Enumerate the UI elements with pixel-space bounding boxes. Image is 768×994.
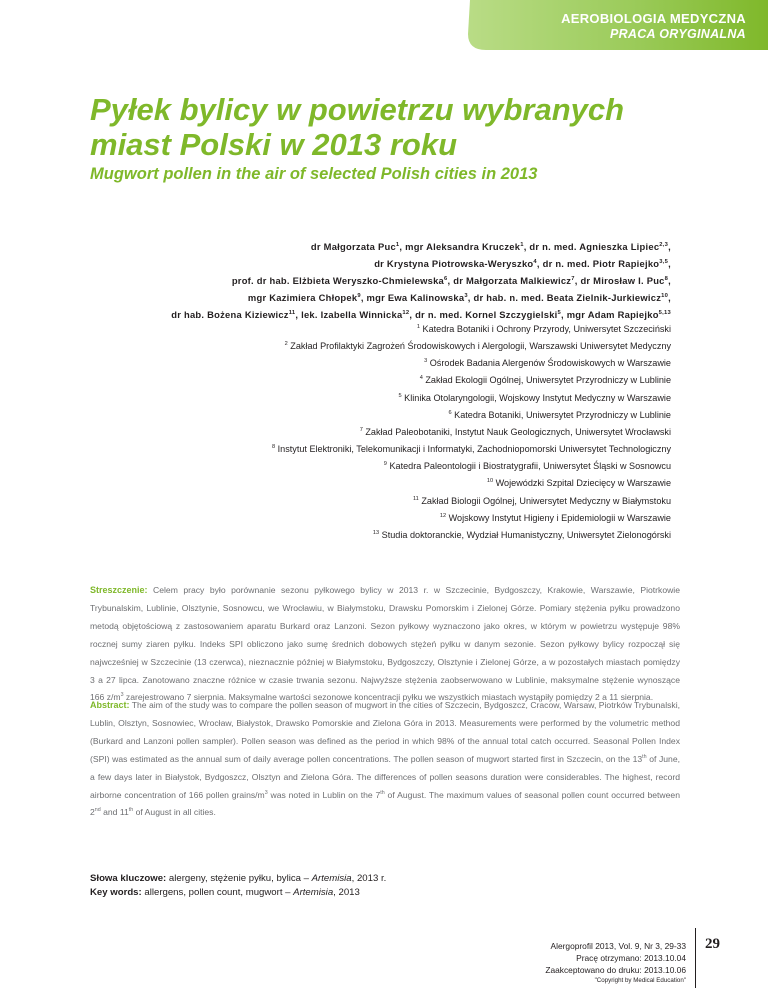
affiliation-ref: 1	[395, 241, 400, 248]
affiliation-text: Studia doktoranckie, Wydział Humanistyczny, Uniwersytet Zielonogórski	[381, 529, 671, 540]
affiliation-text: Klinika Otolaryngologii, Wojskowy Instytut Medyczny w Warszawie	[404, 392, 671, 403]
affiliation-ref: 1	[520, 241, 524, 248]
affiliation	[31, 424, 671, 441]
accepted-date: Zaakceptowano do druku: 2013.10.06	[545, 965, 686, 975]
abstract-polish	[90, 582, 680, 707]
journal-name: AEROBIOLOGIA MEDYCZNA	[561, 11, 746, 26]
affiliation-ref: 5	[557, 309, 562, 316]
keywords-text: alergeny, stężenie pyłku, bylica –	[166, 873, 312, 884]
affiliation-text: Katedra Botaniki i Ochrony Przyrody, Uniwersytet Szczeciński	[422, 324, 671, 334]
keywords-polish-label: Słowa kluczowe:	[90, 873, 167, 884]
affiliation	[31, 407, 671, 424]
affiliation-text: Zakład Profilaktyki Zagrożeń Środowiskowych i Alergologii, Warszawski Uniwersytet Medyczny	[290, 341, 671, 352]
author-name: , dr n. med. Agnieszka Lipiec	[523, 241, 660, 252]
footer-divider	[695, 928, 696, 988]
separator: ,	[668, 241, 671, 252]
author-name: , dr n. med. Kornel Szczygielski	[409, 309, 558, 320]
author-name: , dr hab. n. med. Beata Zielnik-Jurkiewicz	[467, 292, 662, 303]
superscript: th	[380, 789, 385, 796]
affiliation	[31, 510, 671, 527]
affiliation	[31, 493, 671, 510]
abstract-text: of June, a few days later in Białystok, Bydgoszcz, Olsztyn and Zielona Góra. The differences of pollen seasons duration were considerables. The highest, record airborne concentration of 166 pollen grains/m	[90, 753, 680, 800]
abstract-text: Celem pracy było porównanie sezonu pyłkowego bylicy w 2013 r. w Szczecinie, Bydgoszczy, Krakowie, Warszawie, Piotrkowie Trybunalskim, Lublinie, Olsztynie, Sosnowcu, we Wrocławiu, w Białymstoku, Drawsku Pomorskim i Zielonej Górze. Pomiary stężenia pyłku prowadzono metodą objętościową z zastosowaniem aparatu Burkard oraz Lanzoni. Sezon pyłkowy wyznaczono jako okres, w którym w powietrzu występuje 98% rocznej sumy ziaren pyłku. Indeks SPI obliczono jako sumę średnich dobowych stężeń pyłku w danym sezonie. Sezon pyłkowy bylicy rozpoczął się najwcześniej w Szczecinie (13 czerwca), nieznacznie później w Białymstoku, Bydgoszczy, Olsztynie i Zielonej Górze, a w pozostałych miastach pomiędzy 3 a 27 lipca. Zanotowano znaczne różnice w czasie trwania sezonu. Najwyższe stężenia zaobserwowano w Lublinie, maksymalne stężenie wynoszące 166 z/m	[90, 585, 680, 703]
separator: ,	[668, 275, 671, 286]
affiliation-ref: 9	[357, 292, 361, 299]
affiliation-number: 13	[372, 529, 380, 536]
affiliation-text: Instytut Elektroniki, Telekomunikacji i Informatyki, Zachodniopomorski Uniwersytet Technologiczny	[277, 444, 671, 455]
affiliation-number: 12	[439, 512, 447, 519]
keywords-italic: Artemisia	[293, 887, 334, 898]
abstract-english-label: Abstract:	[90, 700, 130, 710]
affiliation	[31, 527, 671, 544]
affiliation-text: Zakład Paleobotaniki, Instytut Nauk Geologicznych, Uniwersytet Wrocławski	[365, 426, 671, 437]
affiliation	[31, 372, 671, 389]
author-line	[31, 255, 671, 272]
author-name: mgr Kazimiera Chłopek	[247, 292, 358, 303]
keywords-polish	[90, 872, 386, 886]
affiliation-ref: 5,13	[658, 309, 671, 316]
affiliation	[31, 321, 671, 338]
affiliation-number: 2	[284, 341, 288, 348]
affiliation-ref: 10	[661, 292, 669, 299]
affiliation-text: Zakład Biologii Ogólnej, Uniwersytet Medyczny w Białymstoku	[421, 495, 671, 506]
author-name: , mgr Ewa Kalinowska	[360, 292, 465, 303]
affiliation	[31, 355, 671, 372]
affiliation-text: Zakład Ekologii Ogólnej, Uniwersytet Przyrodniczy w Lublinie	[425, 375, 671, 386]
superscript: nd	[94, 807, 101, 814]
affiliation-ref: 7	[571, 275, 575, 282]
page-number: 29	[705, 936, 720, 952]
affiliation-ref: 3,5	[659, 258, 669, 265]
received-date: Pracę otrzymano: 2013.10.04	[576, 953, 686, 963]
author-list	[31, 238, 671, 323]
author-line	[31, 238, 671, 255]
affiliation-number: 5	[398, 392, 402, 399]
author-name: , dr Mirosław I. Puc	[574, 275, 665, 286]
keywords-italic: Artemisia	[311, 873, 352, 884]
affiliation-ref: 2,3	[659, 241, 669, 248]
abstract-polish-label: Streszczenie:	[90, 585, 148, 595]
affiliation-text: Wojskowy Instytut Higieny i Epidemiologii w Warszawie	[448, 512, 671, 523]
author-name: , mgr Adam Rapiejko	[561, 309, 659, 320]
abstract-text: and 11	[100, 807, 129, 818]
author-name: dr Krystyna Piotrowska-Weryszko	[374, 258, 534, 269]
affiliation-ref: 6	[444, 275, 448, 282]
keywords-tail: , 2013 r.	[351, 873, 387, 884]
abstract-text: was noted in Lublin on the 7	[267, 789, 381, 800]
separator: ,	[668, 258, 671, 269]
superscript: 3	[120, 692, 124, 699]
affiliation	[31, 475, 671, 492]
author-name: , dr n. med. Piotr Rapiejko	[536, 258, 660, 269]
affiliation-list	[31, 321, 671, 544]
affiliation-ref: 12	[402, 309, 410, 316]
author-name: , mgr Aleksandra Kruczek	[399, 241, 521, 252]
article-type: PRACA ORYGINALNA	[609, 27, 746, 41]
author-name: dr Małgorzata Puc	[310, 241, 396, 252]
affiliation-text: Wojewódzki Szpital Dziecięcy w Warszawie	[495, 478, 671, 489]
affiliation-number: 4	[419, 375, 423, 382]
keywords-english	[90, 886, 360, 900]
affiliation-number: 10	[486, 478, 494, 485]
publication-info	[545, 940, 686, 985]
copyright: "Copyright by Medical Education"	[594, 977, 686, 984]
superscript: 3	[264, 789, 268, 796]
journal-banner	[0, 0, 768, 52]
affiliation-text: Katedra Paleontologii i Biostratygrafii, Uniwersytet Śląski w Sosnowcu	[389, 461, 671, 472]
abstract-text: of August. The maximum values of seasonal pollen count occurred between 2	[90, 789, 680, 818]
citation: Alergoprofil 2013, Vol. 9, Nr 3, 29-33	[550, 941, 686, 951]
author-line	[31, 272, 671, 289]
separator: ,	[668, 292, 671, 303]
affiliation	[31, 338, 671, 355]
author-line	[31, 289, 671, 306]
affiliation-ref: 8	[664, 275, 669, 282]
title-polish-line-2: miast Polski w 2013 roku	[90, 127, 458, 162]
superscript: th	[642, 753, 647, 760]
affiliation	[31, 441, 671, 458]
author-name: dr hab. Bożena Kiziewicz	[171, 309, 289, 320]
title-polish-line-1: Pyłek bylicy w powietrzu wybranych	[90, 92, 625, 127]
affiliation-ref: 3	[464, 292, 468, 299]
affiliation-text: Ośrodek Badania Alergenów Środowiskowych w Warszawie	[429, 358, 671, 369]
abstract-english	[90, 697, 680, 822]
title-polish	[90, 92, 690, 162]
affiliation-number: 11	[412, 495, 419, 502]
affiliation	[31, 390, 671, 407]
affiliation-number: 6	[448, 409, 452, 416]
affiliation-ref: 11	[288, 309, 296, 316]
author-name: , lek. Izabella Winnicka	[295, 309, 403, 320]
keywords-text: allergens, pollen count, mugwort –	[141, 887, 294, 898]
keywords-tail: , 2013	[333, 887, 360, 898]
abstract-text: of August in all cities.	[133, 807, 216, 818]
superscript: th	[128, 807, 134, 814]
banner-graphic	[0, 0, 768, 52]
affiliation-number: 3	[424, 358, 428, 365]
author-name: , dr Małgorzata Malkiewicz	[447, 275, 572, 286]
affiliation-number: 8	[271, 444, 276, 451]
affiliation-number: 1	[416, 323, 420, 330]
affiliation-text: Katedra Botaniki, Uniwersytet Przyrodniczy w Lublinie	[454, 409, 671, 420]
affiliation-ref: 4	[533, 258, 537, 265]
author-name: prof. dr hab. Elżbieta Weryszko-Chmielewska	[231, 275, 445, 286]
title-english: Mugwort pollen in the air of selected Polish cities in 2013	[90, 165, 538, 183]
abstract-text: zarejestrowano 7 sierpnia. Maksymalne wartości sezonowe koncentracji pyłku we wszystkich miastach wystąpiły pomiędzy 2 a 11 sierpnia.	[123, 692, 654, 703]
keywords-english-label: Key words:	[90, 887, 142, 898]
affiliation-number: 9	[383, 461, 387, 468]
affiliation-number: 7	[359, 426, 363, 433]
abstract-text: The aim of the study was to compare the pollen season of mugwort in the cities of Szczecin, Bydgoszcz, Cracow, Warsaw, Piotrków Trybunalski, Lublin, Olsztyn, Sosnowiec, Wrocław, Białystok, Drawsko Pomorskie and Zielona Góra in 2013. Measurements were performed by the volumetric method (Burkard and Lanzoni pollen sampler). Pollen season was defined as the period in which 98% of the annual total catch occurred. Seasonal Pollen Index (SPI) was estimated as the annual sum of daily average pollen concentrations. The pollen season of mugwort started first in Szczecin, on the 13	[90, 700, 680, 764]
affiliation	[31, 458, 671, 475]
